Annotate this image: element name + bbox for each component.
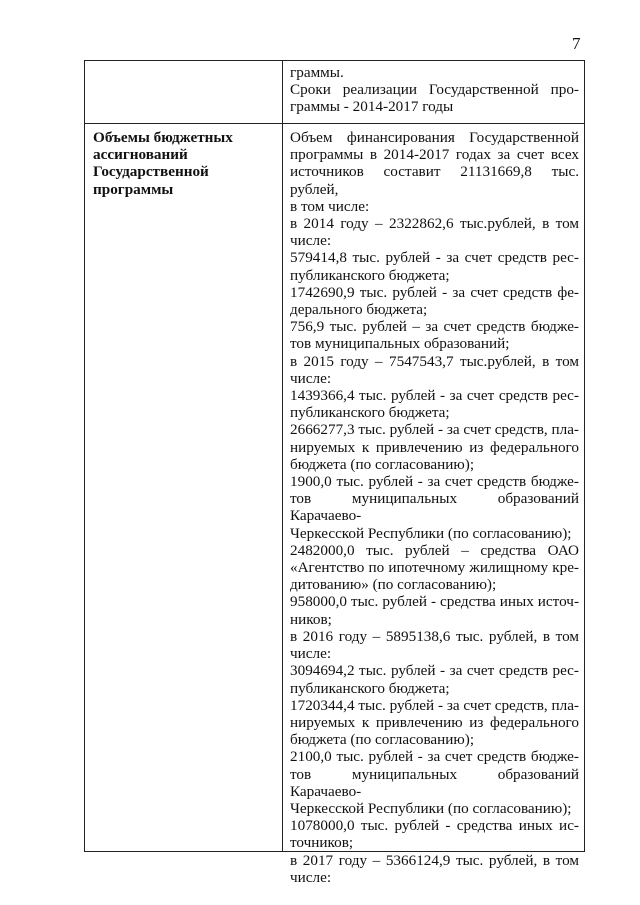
funding-line: нируемых к привлечению из федерального [290,713,579,731]
funding-line: Объем финансирования Государственной [290,129,579,146]
funding-line: 579414,8 тыс. рублей - за счет средств рес- [290,249,579,267]
funding-line: «Агентство по ипотечному жилищному кре- [290,559,579,577]
funding-line: нируемых к привлечению из федерального [290,438,579,456]
funding-line: 958000,0 тыс. рублей - средства иных источ- [290,593,579,611]
funding-line: 756,9 тыс. рублей – за счет средств бюдже- [290,318,579,336]
funding-line: в 2015 году – 7547543,7 тыс.рублей, в том [290,352,579,370]
funding-line: 1078000,0 тыс. рублей - средства иных ис- [290,817,579,835]
column-divider [282,61,283,851]
text-line: граммы - 2014-2017 годы [290,98,454,116]
text-line: Сроки реализации Государственной про- [290,81,579,99]
funding-line: публиканского бюджета; [290,266,450,284]
funding-line: тов муниципальных образований Карачаево- [290,490,579,525]
budget-allocations-label [93,129,278,198]
label-line: программы [93,180,174,198]
funding-line: дерального бюджета; [290,301,428,319]
funding-line: 1742690,9 тыс. рублей - за счет средств фе- [290,283,579,301]
funding-line: 2100,0 тыс. рублей - за счет средств бюдже- [290,748,579,766]
funding-line: тов муниципальных образований; [290,335,510,353]
funding-line: в 2016 году – 5895138,6 тыс. рублей, в том [290,627,579,645]
label-line: ассигнований [93,146,188,164]
funding-line: числе: [290,232,332,250]
funding-line: в 2017 году – 5366124,9 тыс. рублей, в том [290,851,579,869]
label-line: Государственной [93,163,209,181]
funding-line: числе: [290,868,332,886]
funding-line: ников; [290,610,332,628]
funding-line: публиканского бюджета; [290,679,450,697]
funding-line: публиканского бюджета; [290,404,450,422]
label-line: Объемы бюджетных [93,129,233,146]
funding-line: программы в 2014-2017 годах за счет всех [290,146,579,164]
funding-line: в 2014 году – 2322862,6 тыс.рублей, в том [290,215,579,233]
funding-line: источников составит 21131669,8 тыс. рублей, [290,163,579,198]
funding-line: бюджета (по согласованию); [290,455,475,473]
funding-line: Черкесской Республики (по согласованию); [290,799,572,817]
funding-line: дитованию» (по согласованию); [290,576,497,594]
funding-line: в том числе: [290,197,370,215]
funding-description-cell [290,129,579,886]
program-term-cell [290,64,579,116]
funding-line: 3094694,2 тыс. рублей - за счет средств рес- [290,662,579,680]
funding-line: числе: [290,369,332,387]
funding-line: Черкесской Республики (по согласованию); [290,524,572,542]
text-line: граммы. [290,64,344,81]
program-passport-table [84,60,585,886]
funding-line: 1439366,4 тыс. рублей - за счет средств рес- [290,387,579,405]
funding-line: 2666277,3 тыс. рублей - за счет средств, пла- [290,421,579,439]
row-divider [85,123,584,124]
funding-line: 1720344,4 тыс. рублей - за счет средств, пла- [290,696,579,714]
funding-line: 2482000,0 тыс. рублей – средства ОАО [290,541,579,559]
funding-line: точников; [290,834,354,852]
funding-line: числе: [290,645,332,663]
funding-line: 1900,0 тыс. рублей - за счет средств бюдже- [290,473,579,491]
funding-line: тов муниципальных образований Карачаево- [290,765,579,800]
page-number: 7 [572,34,581,53]
funding-line: бюджета (по согласованию); [290,731,475,749]
